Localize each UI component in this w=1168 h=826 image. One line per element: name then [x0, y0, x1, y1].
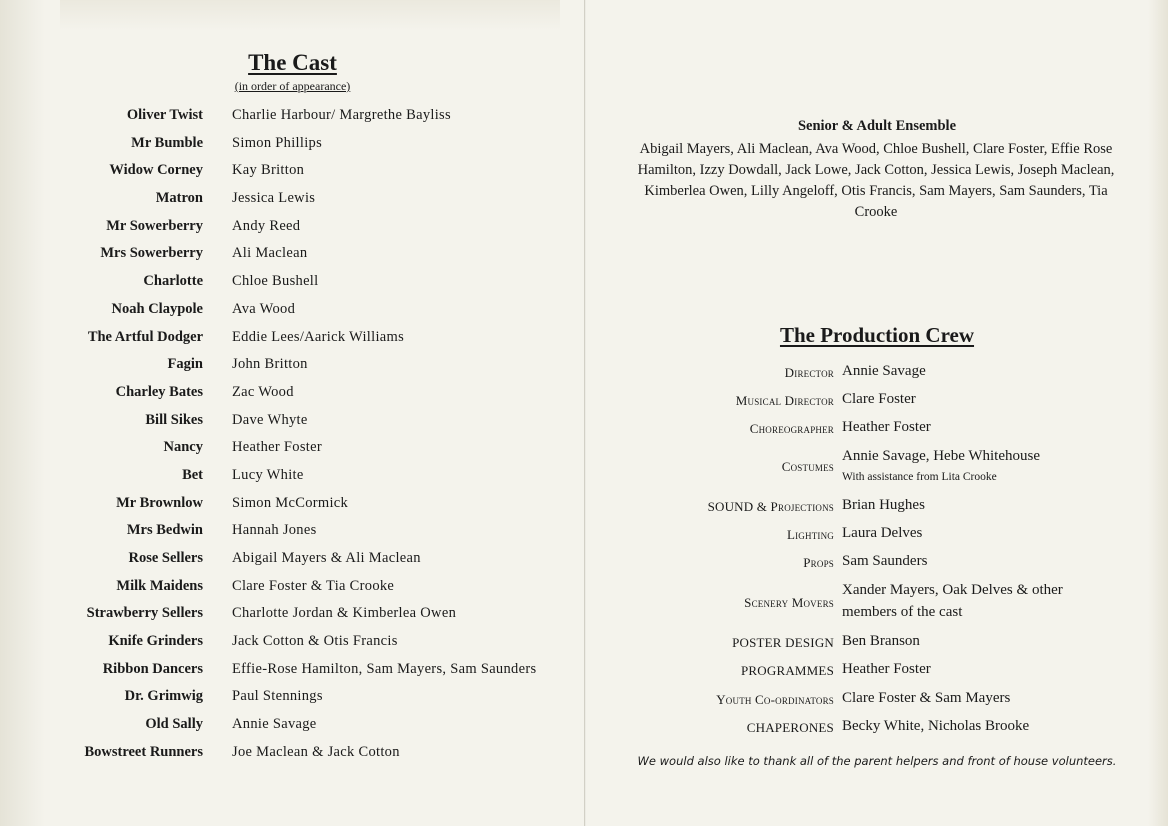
cast-role: Bowstreet Runners — [84, 743, 203, 760]
cast-role: Mr Bumble — [131, 134, 203, 151]
cast-role: Bill Sikes — [145, 411, 203, 428]
crew-role: Lighting — [786, 527, 834, 542]
cast-row — [0, 408, 585, 436]
cast-actor: Charlotte Jordan & Kimberlea Owen — [232, 605, 457, 622]
cast-role: Rose Sellers — [128, 550, 203, 566]
crew-name: Brian Hughes — [842, 497, 925, 513]
cast-row — [0, 740, 585, 768]
cast-role: Knife Grinders — [108, 633, 203, 650]
cast-row — [0, 241, 585, 269]
cast-actor: Clare Foster & Tia Crooke — [232, 577, 395, 594]
cast-row — [0, 352, 585, 380]
crew-role: SOUND & Projections — [707, 499, 834, 514]
cast-role: Ribbon Dancers — [102, 660, 203, 677]
cast-row — [0, 435, 585, 463]
cast-role: Bet — [182, 466, 203, 483]
cast-role: Mr Brownlow — [116, 494, 203, 511]
crew-name: Heather Foster — [842, 419, 931, 435]
crew-role: Musical Director — [735, 393, 834, 408]
cast-actor: Jessica Lewis — [232, 190, 316, 207]
crew-name: Annie Savage — [842, 363, 926, 379]
cast-row — [0, 546, 585, 574]
cast-actor: Andy Reed — [232, 217, 301, 234]
cast-actor: Simon Phillips — [232, 134, 323, 151]
crew-name: Xander Mayers, Oak Delves & other — [842, 582, 1063, 598]
cast-row — [0, 574, 585, 602]
cast-actor: Charlie Harbour/ Margrethe Bayliss — [232, 107, 451, 123]
cast-row — [0, 518, 585, 546]
crew-name: Heather Foster — [842, 661, 931, 677]
cast-role: Oliver Twist — [126, 107, 203, 123]
page-shading-top — [60, 0, 560, 30]
cast-row — [0, 601, 585, 629]
cast-actor: Eddie Lees/Aarick Williams — [232, 328, 405, 345]
cast-row — [0, 214, 585, 242]
cast-role: The Artful Dodger — [87, 328, 203, 345]
crew-name: Clare Foster — [842, 391, 916, 407]
cast-role: Milk Maidens — [116, 577, 203, 594]
cast-role: Mrs Bedwin — [126, 522, 203, 539]
cast-actor: Dave Whyte — [232, 411, 308, 428]
cast-actor: Chloe Bushell — [232, 273, 319, 290]
cast-row — [0, 103, 585, 131]
crew-name: Annie Savage, Hebe Whitehouse — [842, 448, 1040, 464]
crew-role: CHAPERONES — [746, 720, 834, 735]
crew-name: Sam Saunders — [842, 553, 928, 569]
cast-role: Widow Corney — [109, 162, 203, 179]
cast-role: Old Sally — [145, 716, 203, 733]
cast-actor: Paul Stennings — [232, 688, 323, 705]
cast-list — [0, 103, 585, 768]
crew-role: Costumes — [781, 459, 834, 474]
cast-actor: Abigail Mayers & Ali Maclean — [232, 550, 421, 566]
cast-actor: Ali Maclean — [232, 245, 308, 262]
crew-role: Props — [803, 555, 834, 570]
cast-role: Dr. Grimwig — [124, 688, 203, 705]
cast-role: Mr Sowerberry — [106, 217, 203, 234]
cast-row — [0, 463, 585, 491]
cast-role: Charley Bates — [115, 383, 203, 400]
cast-row — [0, 712, 585, 740]
crew-name: Laura Delves — [842, 525, 923, 541]
cast-title: The Cast — [248, 50, 337, 75]
cast-actor: Jack Cotton & Otis Francis — [232, 633, 398, 650]
crew-name: Ben Branson — [842, 633, 920, 649]
cast-actor: Effie-Rose Hamilton, Sam Mayers, Sam Saunders — [232, 660, 537, 677]
cast-row — [0, 269, 585, 297]
crew-role: Youth Co-ordinators — [716, 692, 834, 707]
cast-role: Matron — [155, 190, 203, 207]
cast-role: Strawberry Sellers — [86, 605, 203, 622]
cast-row — [0, 380, 585, 408]
cast-row — [0, 297, 585, 325]
cast-role: Fagin — [167, 356, 203, 373]
cast-actor: Annie Savage — [232, 716, 317, 733]
crew-role: Scenery Movers — [744, 595, 834, 610]
crew-title: The Production Crew — [779, 323, 975, 347]
cast-subtitle: (in order of appearance) — [234, 79, 351, 93]
cast-row — [0, 325, 585, 353]
cast-actor: Simon McCormick — [232, 494, 349, 511]
cast-row — [0, 684, 585, 712]
cast-actor: Heather Foster — [232, 439, 322, 456]
cast-role: Nancy — [163, 439, 203, 456]
cast-role: Noah Claypole — [111, 300, 203, 317]
cast-role: Mrs Sowerberry — [100, 245, 203, 262]
cast-actor: Joe Maclean & Jack Cotton — [232, 743, 400, 760]
crew-name: Clare Foster & Sam Mayers — [842, 690, 1011, 706]
crew-role: Choreographer — [749, 421, 834, 436]
ensemble-title: Senior & Adult Ensemble — [797, 118, 957, 134]
crew-name-line2: members of the cast — [842, 604, 963, 620]
crew-role: POSTER DESIGN — [732, 635, 834, 650]
crew-role: PROGRAMMES — [740, 663, 834, 678]
cast-actor: Lucy White — [232, 466, 304, 483]
cast-row — [0, 186, 585, 214]
cast-role: Charlotte — [143, 273, 203, 290]
ensemble-members: Abigail Mayers, Ali Maclean, Ava Wood, Chloe Bushell, Clare Foster, Effie Rose Hamilton, Izzy Dowdall, Jack Lowe, Jack Cotton, Jessica Lewis, Joseph Maclean, Kimberlea Owen, Lilly Angeloff, Otis Francis, Sam Mayers, Sam Saunders, Tia Crooke — [637, 141, 1115, 220]
cast-row — [0, 491, 585, 519]
crew-name: Becky White, Nicholas Brooke — [842, 718, 1030, 734]
cast-row — [0, 629, 585, 657]
cast-row — [0, 158, 585, 186]
cast-actor: Ava Wood — [232, 300, 296, 317]
cast-actor: John Britton — [232, 356, 308, 373]
cast-actor: Zac Wood — [232, 383, 294, 400]
cast-actor: Kay Britton — [232, 162, 305, 179]
crew-role: Director — [784, 365, 834, 380]
cast-row — [0, 131, 585, 159]
crew-note: With assistance from Lita Crooke — [842, 471, 997, 483]
cast-row — [0, 657, 585, 685]
cast-actor: Hannah Jones — [232, 522, 317, 539]
thanks-note: We would also like to thank all of the parent helpers and front of house volunteers. — [637, 754, 1117, 768]
